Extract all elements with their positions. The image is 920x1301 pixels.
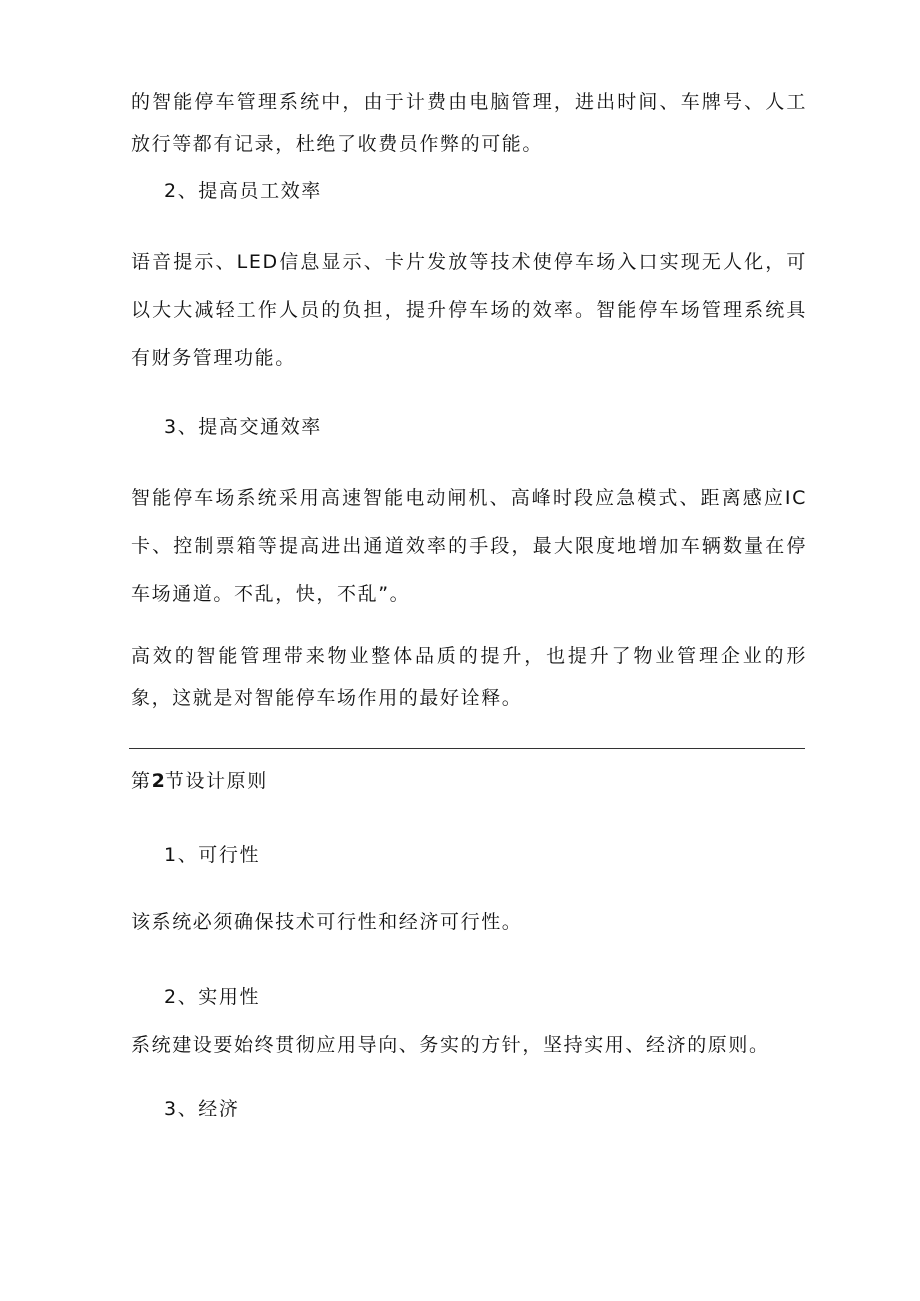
heading-improve-traffic-efficiency: 3、提高交通效率 — [164, 416, 322, 438]
principle-heading-feasibility: 1、可行性 — [164, 844, 261, 866]
principle-heading-practicality: 2、实用性 — [164, 986, 261, 1008]
section-prefix: 第 — [131, 770, 152, 792]
paragraph-audit-records: 的智能停车管理系统中，由于计费由电脑管理，进出时间、车牌号、人工放行等都有记录，杜绝了收费员作弊的可能。 — [131, 91, 807, 155]
section-divider — [129, 748, 805, 749]
paragraph-unmanned-entrance: 语音提示、LED信息显示、卡片发放等技术使停车场入口实现无人化，可以大大减轻工作人员的负担，提升停车场的效率。智能停车场管理系统具有财务管理功能。 — [131, 251, 807, 369]
principle-text-feasibility: 该系统必须确保技术可行性和经济可行性。 — [131, 911, 523, 933]
section-title-text: 节设计原则 — [164, 770, 268, 792]
section-number: 2 — [151, 770, 165, 792]
principle-text-practicality: 系统建设要始终贯彻应用导向、务实的方针，坚持实用、经济的原则。 — [131, 1034, 770, 1056]
heading-improve-staff-efficiency: 2、提高员工效率 — [164, 180, 322, 202]
section-title — [131, 766, 807, 796]
paragraph-management-quality: 高效的智能管理带来物业整体品质的提升，也提升了物业管理企业的形象，这就是对智能停车场作用的最好诠释。 — [131, 645, 807, 709]
principle-heading-economy: 3、经济 — [164, 1098, 240, 1120]
paragraph-high-speed-gates: 智能停车场系统采用高速智能电动闸机、高峰时段应急模式、距离感应IC卡、控制票箱等提高进出通道效率的手段，最大限度地增加车辆数量在停车场通道。不乱，快，不乱”。 — [131, 487, 807, 605]
